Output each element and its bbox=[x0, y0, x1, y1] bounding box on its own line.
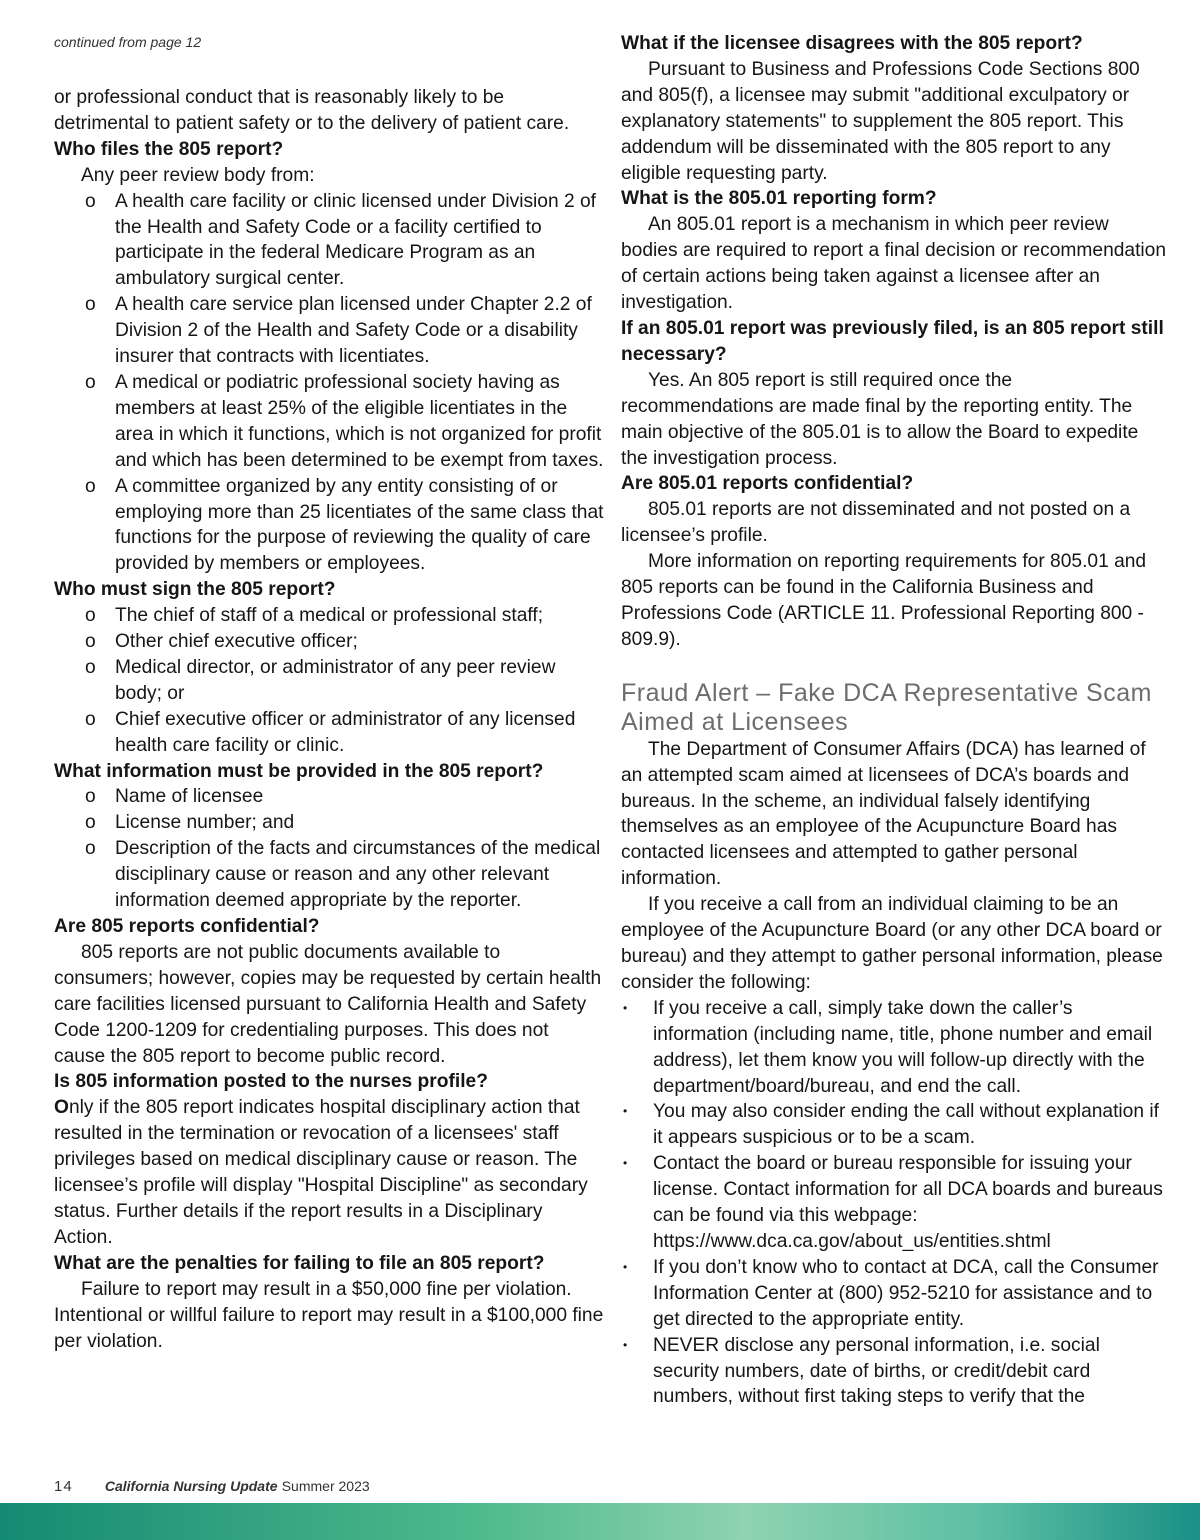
left-column bbox=[54, 85, 604, 1354]
list-item bbox=[54, 810, 604, 836]
publication-name: California Nursing Update bbox=[104, 1478, 278, 1494]
posted-text bbox=[54, 1095, 604, 1250]
list-item-text: A committee organized by any entity consisting of or employing more than 25 licentiates of the same class that functions for the purpose of reviewing the quality of care provided by members or employees. bbox=[115, 475, 604, 575]
question-who-signs: Who must sign the 805 report? bbox=[54, 579, 336, 601]
issue-label: Summer 2023 bbox=[281, 1478, 370, 1494]
bullet-marker: • bbox=[623, 1000, 628, 1015]
list-item-text: If you receive a call, simply take down the caller’s information (including name, title, phone number and email address), let them know you will follow-up directly with the department/board/bureau, and end the call. bbox=[653, 997, 1153, 1097]
list-item bbox=[54, 836, 604, 914]
list-item bbox=[54, 603, 604, 629]
continued-note: continued from page 12 bbox=[54, 34, 202, 50]
question-form: What is the 805.01 reporting form? bbox=[621, 188, 937, 210]
list-item bbox=[621, 996, 1169, 1100]
page-footer bbox=[54, 1478, 370, 1495]
list-item-text: Name of licensee bbox=[115, 786, 264, 808]
list-item bbox=[621, 1151, 1169, 1255]
list-item-text: You may also consider ending the call without explanation if it appears suspicious or to be a scam. bbox=[653, 1101, 1159, 1149]
question-posted-profile: Is 805 information posted to the nurses profile? bbox=[54, 1071, 488, 1093]
80501-confidential-text: 805.01 reports are not disseminated and not posted on a licensee’s profile. bbox=[621, 499, 1131, 547]
bullet-marker: o bbox=[85, 190, 96, 212]
previous-text: Yes. An 805 report is still required once the recommendations are made final by the reporting entity. The main objective of the 805.01 is to allow the Board to expedite the investigation process. bbox=[621, 369, 1139, 469]
list-item bbox=[54, 370, 604, 474]
bullet-marker: o bbox=[85, 294, 96, 316]
fraud-alert-title: Fraud Alert – Fake DCA Representative Scam Aimed at Licensees bbox=[621, 678, 1152, 736]
list-item-text: Medical director, or administrator of any peer review body; or bbox=[115, 656, 556, 704]
list-item-text: Contact the board or bureau responsible for issuing your license. Contact information for all DCA boards and bureaus can be found via this webpage: https://www.dca.ca.gov/about_us/entities.shtml bbox=[653, 1153, 1163, 1252]
list-item bbox=[621, 1099, 1169, 1151]
right-column bbox=[621, 31, 1169, 1410]
bullet-marker: o bbox=[85, 371, 96, 393]
list-item-text: The chief of staff of a medical or professional staff; bbox=[115, 605, 544, 627]
list-item-text: NEVER disclose any personal information, i.e. social security numbers, date of births, or credit/debit card numbers, without first taking steps to verify that the bbox=[653, 1334, 1100, 1408]
bullet-marker: • bbox=[623, 1104, 628, 1119]
list-item bbox=[621, 1333, 1169, 1411]
penalties-text: Failure to report may result in a $50,000 fine per violation. Intentional or willful failure to report may result in a $100,000 fine per violation. bbox=[54, 1278, 604, 1352]
fraud-paragraph-2: If you receive a call from an individual claiming to be an employee of the Acupuncture Board (or any other DCA board or bureau) and they attempt to gather personal information, please consider the following: bbox=[621, 894, 1163, 993]
list-item bbox=[54, 474, 604, 578]
list-item-text: Other chief executive officer; bbox=[115, 631, 358, 653]
question-disagree: What if the licensee disagrees with the 805 report? bbox=[621, 33, 1083, 54]
drop-letter: O bbox=[54, 1097, 69, 1119]
list-item-text: License number; and bbox=[115, 812, 295, 834]
bullet-marker: • bbox=[623, 1337, 628, 1352]
list-item bbox=[54, 292, 604, 370]
bullet-marker: o bbox=[85, 656, 96, 678]
footer-color-band bbox=[0, 1503, 1200, 1540]
list-item bbox=[54, 784, 604, 810]
question-penalties: What are the penalties for failing to file an 805 report? bbox=[54, 1252, 545, 1274]
list-item bbox=[54, 707, 604, 759]
bullet-marker: o bbox=[85, 812, 96, 834]
list-item bbox=[54, 629, 604, 655]
question-previously-filed: If an 805.01 report was previously filed, is an 805 report still necessary? bbox=[621, 317, 1164, 365]
page-number: 14 bbox=[54, 1478, 73, 1495]
bullet-marker: o bbox=[85, 838, 96, 860]
list-item-text: A health care facility or clinic licensed under Division 2 of the Health and Safety Code or a facility certified to participate in the federal Medicare Program as an ambulatory surgical center. bbox=[115, 190, 596, 290]
fraud-paragraph-1: The Department of Consumer Affairs (DCA) has learned of an attempted scam aimed at licensees of DCA’s boards and bureaus. In the scheme, an individual falsely identifying themselves as an employee of the Acupuncture Board has contacted licensees and attempted to gather personal information. bbox=[621, 738, 1146, 890]
intro-text: or professional conduct that is reasonably likely to be detrimental to patient safety or to the delivery of patient care. bbox=[54, 87, 570, 134]
list-item bbox=[54, 189, 604, 293]
bullet-marker: o bbox=[85, 631, 96, 653]
bullet-marker: o bbox=[85, 786, 96, 808]
bullet-marker: • bbox=[623, 1259, 628, 1274]
question-80501-confidential: Are 805.01 reports confidential? bbox=[621, 473, 914, 495]
confidential-text: 805 reports are not public documents available to consumers; however, copies may be requested by certain health care facilities licensed pursuant to California Health and Safety Code 1200-1209 for credentialing purposes. This does not cause the 805 report to become public record. bbox=[54, 941, 602, 1067]
list-item-text: Description of the facts and circumstances of the medical disciplinary cause or reason and any other relevant information deemed appropriate by the reporter. bbox=[115, 838, 601, 912]
list-item-text: If you don’t know who to contact at DCA, call the Consumer Information Center at (800) 952-5210 for assistance and to get directed to the appropriate entity. bbox=[653, 1256, 1159, 1330]
list-item bbox=[621, 1255, 1169, 1333]
form-text: An 805.01 report is a mechanism in which peer review bodies are required to report a final decision or recommendation of certain actions being taken against a licensee after an investigation. bbox=[621, 214, 1167, 314]
question-info-required: What information must be provided in the 805 report? bbox=[54, 760, 544, 782]
bullet-marker: o bbox=[85, 708, 96, 730]
more-info-text: More information on reporting requirements for 805.01 and 805 reports can be found in the California Business and Professions Code (ARTICLE 11. Professional Reporting 800 - 809.9). bbox=[621, 551, 1147, 650]
list-item-text: A medical or podiatric professional society having as members at least 25% of the eligible licentiates in the area in which it functions, which is not organized for profit and which has been determined to be exempt from taxes. bbox=[115, 371, 604, 471]
list-item-text: A health care service plan licensed under Chapter 2.2 of Division 2 of the Health and Safety Code or a disability insurer that contracts with licentiates. bbox=[115, 294, 592, 368]
posted-text-body: nly if the 805 report indicates hospital disciplinary action that resulted in the termination or revocation of a licensees' staff privileges based on medical disciplinary cause or reason. The licensee’s profile will display "Hospital Discipline" as secondary status. Further details if the report results in a Disciplinary Action. bbox=[54, 1097, 588, 1248]
bullet-marker: o bbox=[85, 605, 96, 627]
bullet-marker: • bbox=[623, 1156, 628, 1171]
question-who-files: Who files the 805 report? bbox=[54, 138, 284, 160]
question-805-confidential: Are 805 reports confidential? bbox=[54, 916, 320, 937]
list-item-text: Chief executive officer or administrator of any licensed health care facility or clinic. bbox=[115, 708, 576, 756]
files-lead: Any peer review body from: bbox=[81, 164, 315, 186]
list-item bbox=[54, 655, 604, 707]
disagree-text: Pursuant to Business and Professions Code Sections 800 and 805(f), a licensee may submit "additional exculpatory or explanatory statements" to supplement the 805 report. This addendum will be disseminated with the 805 report to any eligible requesting party. bbox=[621, 58, 1140, 184]
bullet-marker: o bbox=[85, 475, 96, 497]
